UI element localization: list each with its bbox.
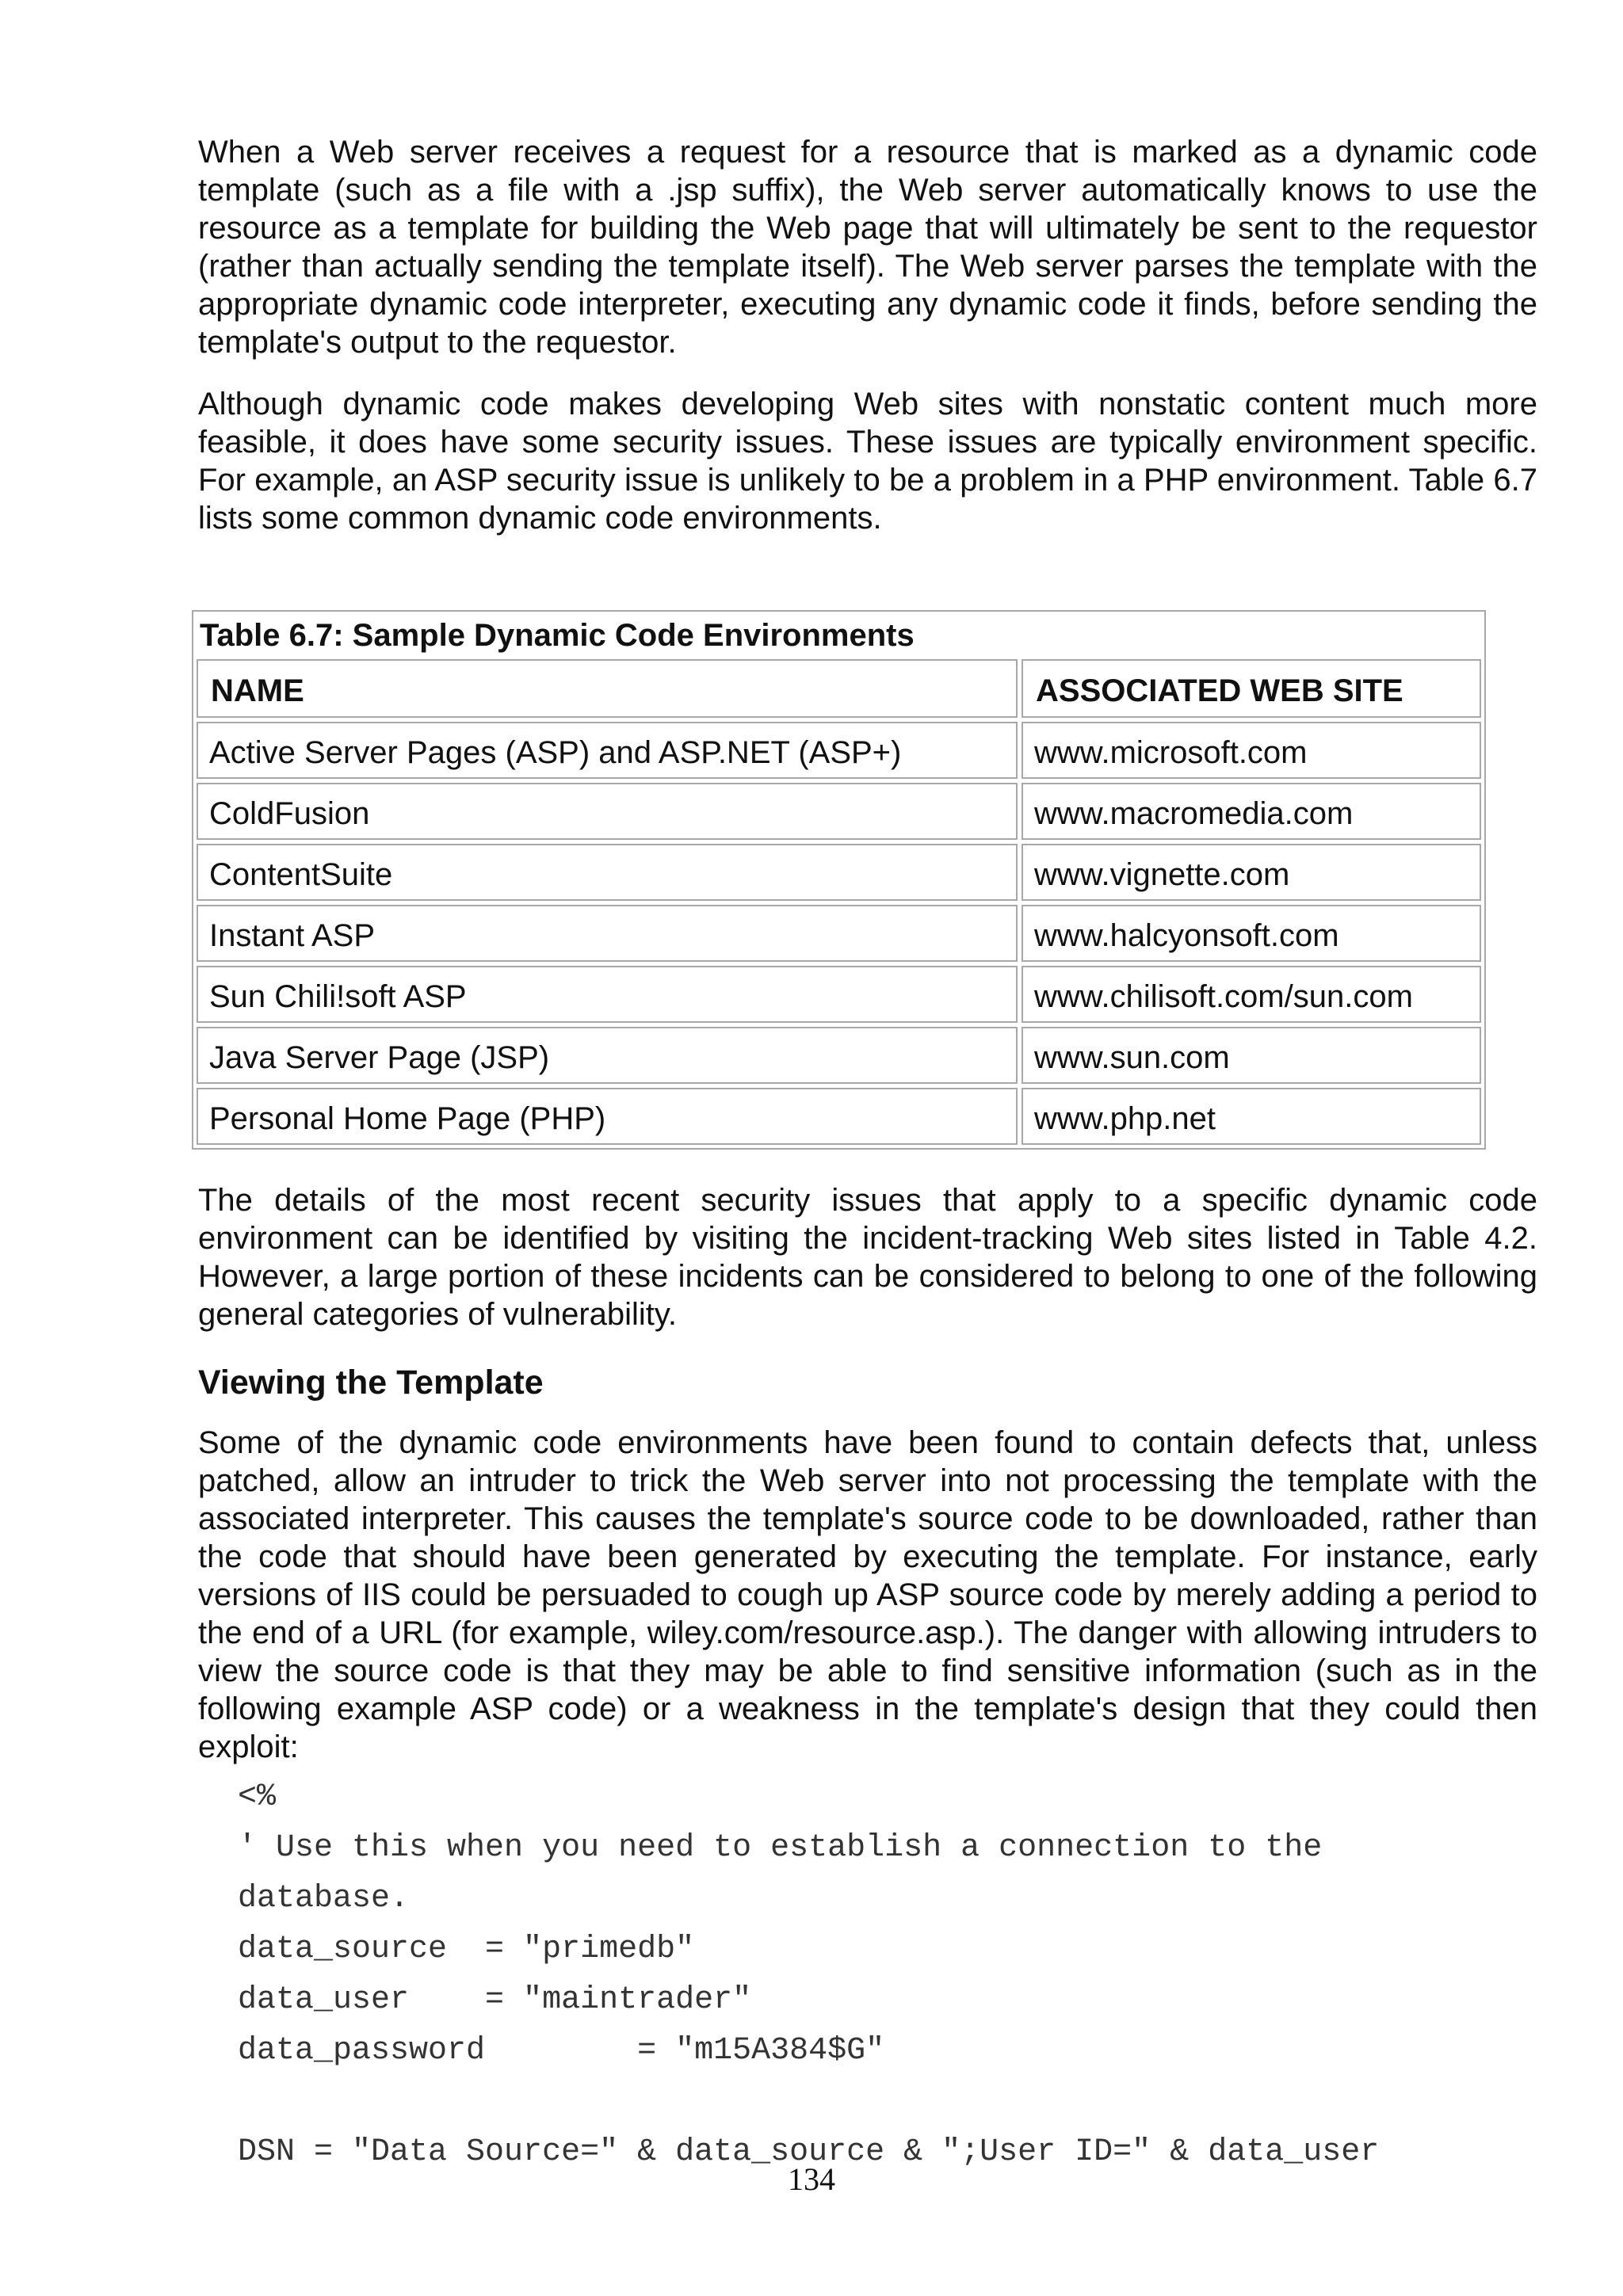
cell-name: Sun Chili!soft ASP xyxy=(197,966,1018,1023)
column-header-website: ASSOCIATED WEB SITE xyxy=(1022,659,1481,718)
page-number: 134 xyxy=(788,2161,835,2197)
paragraph-intro: When a Web server receives a request for a resource that is marked as a dynamic code template (such as a file with a .jsp suffix), the Web server automatically knows to use the resource as a template for building the Web page that will ultimately be sent to the requestor (rather than actually sending the template itself). The Web server parses the template with the appropriate dynamic code interpreter, executing any dynamic code it finds, before sending the template's output to the requestor. xyxy=(198,135,1537,360)
paragraph-details: The details of the most recent security issues that apply to a specific dynamic code environment can be identified by visiting the incident-tracking Web sites listed in Table 4.2. However, a large portion of these incidents can be considered to belong to one of the following general categories of vulnerability. xyxy=(198,1183,1537,1332)
cell-website: www.sun.com xyxy=(1022,1027,1481,1084)
cell-name: ColdFusion xyxy=(197,783,1018,840)
cell-name: Personal Home Page (PHP) xyxy=(197,1088,1018,1145)
document-page xyxy=(198,133,1537,2178)
code-line: data_user = "maintrader" xyxy=(238,1982,752,2018)
code-line: database. xyxy=(238,1881,410,1917)
environments-grid xyxy=(193,655,1485,1149)
table-row xyxy=(197,966,1481,1023)
paragraph-viewing: Some of the dynamic code environments have been found to contain defects that, unless patched, allow an intruder to trick the Web server into not processing the template with the associated interpreter. This causes the template's source code to be downloaded, rather than the code that should have been generated by executing the template. For instance, early versions of IIS could be persuaded to cough up ASP source code by merely adding a period to the end of a URL (for example, wiley.com/resource.asp.). The danger with allowing intruders to view the source code is that they may be able to find sensitive information (such as in the following example ASP code) or a weakness in the template's design that they could then exploit: xyxy=(198,1425,1537,1764)
table-row xyxy=(197,905,1481,962)
environments-table xyxy=(192,610,1486,1150)
code-line: DSN = "Data Source=" & data_source & ";User ID=" & data_user xyxy=(238,2134,1380,2170)
cell-name: Instant ASP xyxy=(197,905,1018,962)
section-heading: Viewing the Template xyxy=(198,1363,544,1402)
column-header-name: NAME xyxy=(197,659,1018,718)
code-line: data_password = "m15A384$G" xyxy=(238,2033,885,2069)
code-line: <% xyxy=(238,1779,277,1815)
cell-website: www.microsoft.com xyxy=(1022,722,1481,779)
code-line: ' Use this when you need to establish a connection to the xyxy=(238,1830,1323,1866)
cell-website: www.vignette.com xyxy=(1022,844,1481,901)
cell-website: www.chilisoft.com/sun.com xyxy=(1022,966,1481,1023)
code-block xyxy=(198,1772,1537,2178)
cell-website: www.php.net xyxy=(1022,1088,1481,1145)
cell-name: Active Server Pages (ASP) and ASP.NET (ASP+) xyxy=(197,722,1018,779)
table-row xyxy=(197,1027,1481,1084)
table-row xyxy=(197,722,1481,779)
table-row xyxy=(197,783,1481,840)
cell-website: www.halcyonsoft.com xyxy=(1022,905,1481,962)
code-line: data_source = "primedb" xyxy=(238,1932,695,1967)
paragraph-security: Although dynamic code makes developing Web sites with nonstatic content much more feasible, it does have some security issues. These issues are typically environment specific. For example, an ASP security issue is unlikely to be a problem in a PHP environment. Table 6.7 lists some common dynamic code environments. xyxy=(198,387,1537,536)
code-line xyxy=(238,2077,1537,2127)
table-caption: Table 6.7: Sample Dynamic Code Environments xyxy=(200,618,915,653)
cell-website: www.macromedia.com xyxy=(1022,783,1481,840)
table-row xyxy=(197,844,1481,901)
table-row xyxy=(197,1088,1481,1145)
cell-name: Java Server Page (JSP) xyxy=(197,1027,1018,1084)
cell-name: ContentSuite xyxy=(197,844,1018,901)
table-header-row xyxy=(197,659,1481,718)
